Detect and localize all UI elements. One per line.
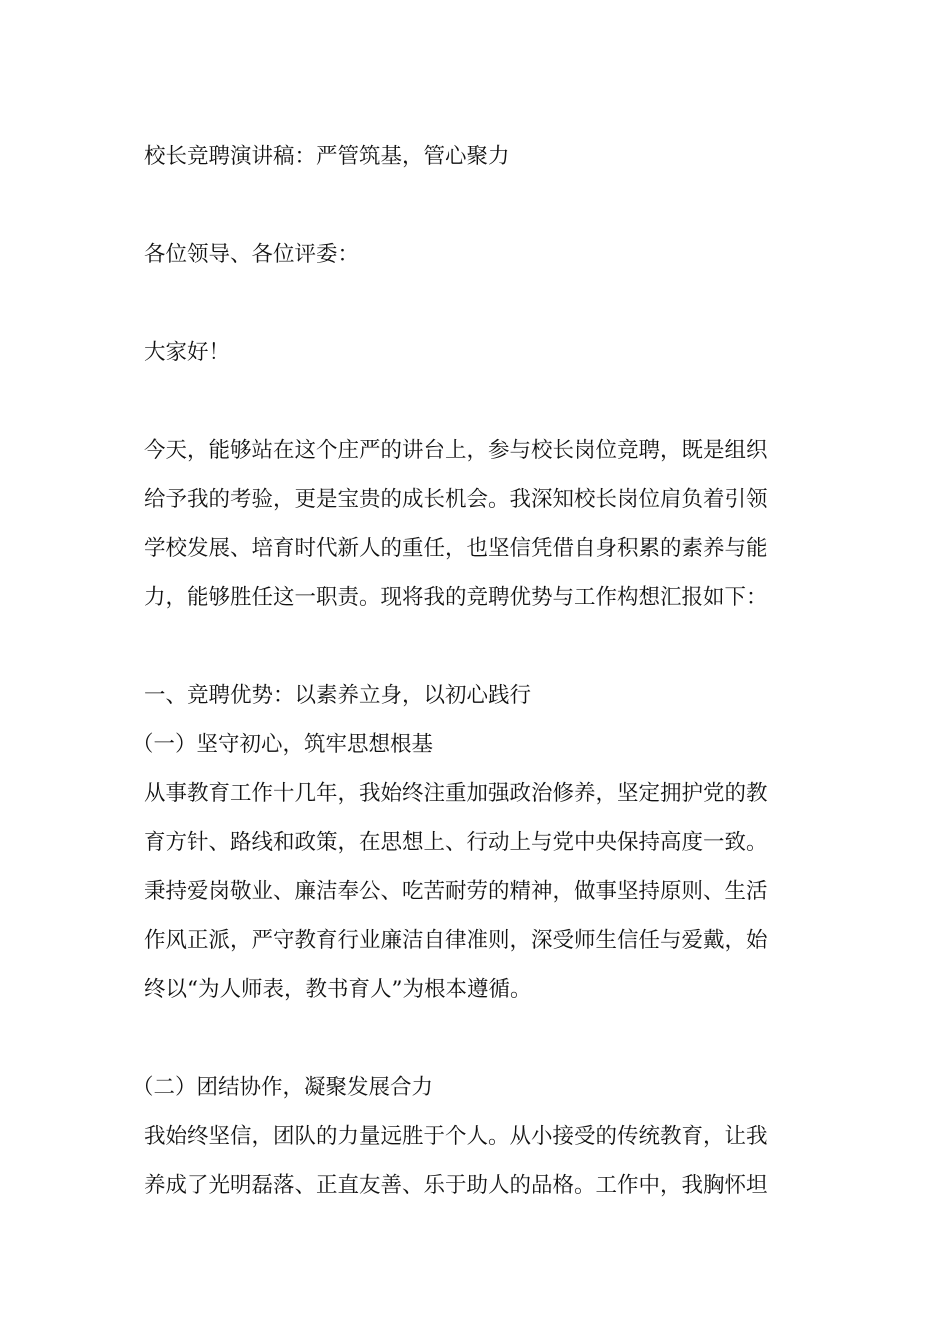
spacer	[144, 279, 808, 328]
paragraph-line: 秉持爱岗敬业、廉洁奉公、吃苦耐劳的精神，做事坚持原则、生活	[144, 879, 768, 904]
spacer	[144, 622, 808, 671]
paragraph-line: 养成了光明磊落、正直友善、乐于助人的品格。工作中，我胸怀坦	[144, 1173, 768, 1198]
document-body	[132, 132, 808, 1210]
paragraph-line: 终以“为人师表，教书育人”为根本遵循。	[144, 977, 532, 1002]
paragraph-line: 今天，能够站在这个庄严的讲台上，参与校长岗位竞聘，既是组织	[144, 438, 768, 463]
paragraph-line: 我始终坚信，团队的力量远胜于个人。从小接受的传统教育，让我	[144, 1124, 768, 1149]
paragraph-line: 学校发展、培育时代新人的重任，也坚信凭借自身积累的素养与能	[144, 536, 768, 561]
subsection-heading: （二）团结协作，凝聚发展合力	[132, 1075, 434, 1100]
paragraph-line: 从事教育工作十几年，我始终注重加强政治修养，坚定拥护党的教	[144, 781, 768, 806]
spacer	[144, 181, 808, 230]
spacer	[144, 1014, 808, 1063]
subsection-paragraph	[144, 1112, 808, 1210]
document-title: 校长竞聘演讲稿：严管筑基，管心聚力	[144, 144, 510, 169]
section-heading: 一、竞聘优势：以素养立身，以初心践行	[144, 683, 532, 708]
paragraph-line: 作风正派，严守教育行业廉洁自律准则，深受师生信任与爱戴，始	[144, 928, 768, 953]
subsection-heading: （一）坚守初心，筑牢思想根基	[132, 732, 434, 757]
salutation: 各位领导、各位评委：	[144, 242, 360, 267]
paragraph-line: 育方针、路线和政策，在思想上、行动上与党中央保持高度一致。	[144, 830, 768, 855]
greeting: 大家好！	[144, 340, 231, 365]
paragraph-line: 力，能够胜任这一职责。现将我的竞聘优势与工作构想汇报如下：	[144, 585, 768, 610]
spacer	[144, 377, 808, 426]
paragraph-line: 给予我的考验，更是宝贵的成长机会。我深知校长岗位肩负着引领	[144, 487, 768, 512]
intro-paragraph	[144, 426, 808, 622]
subsection-paragraph	[144, 769, 808, 1014]
